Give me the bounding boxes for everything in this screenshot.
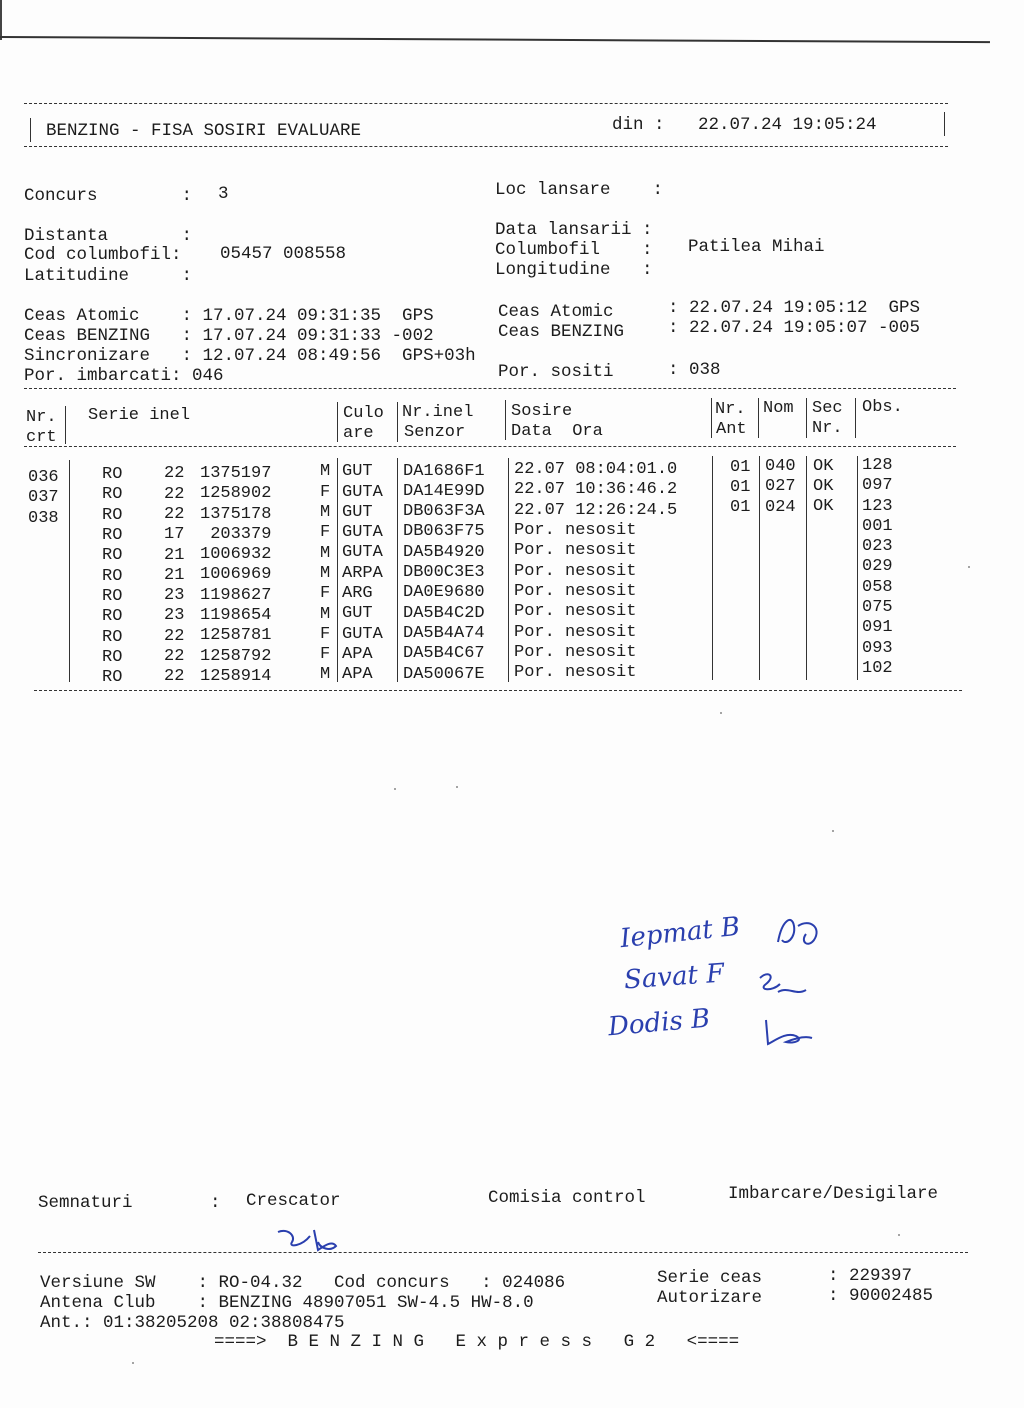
col-sec-1: Sec xyxy=(812,399,843,418)
scan-speck xyxy=(968,566,970,568)
row-year: 22 xyxy=(164,647,185,667)
serie-ceas-value: : 229397 xyxy=(828,1266,913,1286)
row-color: GUTA xyxy=(342,543,383,563)
body-sep-3 xyxy=(397,458,398,682)
col-sosire-1: Sosire xyxy=(511,402,573,421)
row-sex: F xyxy=(320,482,331,502)
document-title: BENZING - FISA SOSIRI EVALUARE xyxy=(46,121,362,141)
row-color: GUTA xyxy=(342,624,383,644)
ceas-atomic-start: Ceas Atomic : 17.07.24 09:31:35 GPS xyxy=(24,306,434,326)
row-sensor: DA5B4C67 xyxy=(403,644,485,664)
row-year: 21 xyxy=(164,565,185,585)
row-year: 22 xyxy=(164,504,185,524)
row-arrival: Por. nesosit xyxy=(514,622,637,642)
ceas-benzing-end-label: Ceas BENZING xyxy=(498,322,625,342)
row-crt: 038 xyxy=(28,508,59,528)
ceas-atomic-end-value: : 22.07.24 19:05:12 GPS xyxy=(668,298,921,318)
footer-top-rule xyxy=(38,1252,968,1253)
row-ring: 1258792 xyxy=(200,646,272,666)
row-obs: 075 xyxy=(862,598,893,618)
row-color: GUT xyxy=(342,462,373,482)
col-obs: Obs. xyxy=(862,398,903,417)
imbarcare-label: Imbarcare/Desigilare xyxy=(728,1184,939,1204)
row-sex: F xyxy=(320,523,331,543)
row-year: 17 xyxy=(164,525,185,545)
row-obs: 058 xyxy=(862,577,893,597)
hdr-sep-1 xyxy=(65,406,66,444)
scan-edge xyxy=(0,0,2,40)
hdr-sep-4 xyxy=(505,400,506,440)
row-sex: M xyxy=(320,604,331,624)
row-ring: 1375197 xyxy=(200,463,272,483)
scan-speck xyxy=(832,830,834,832)
col-nom: Nom xyxy=(763,399,794,418)
row-color: APA xyxy=(342,644,373,664)
scan-speck xyxy=(456,786,458,788)
concurs-label: Concurs : xyxy=(24,186,193,206)
latitudine-label: Latitudine : xyxy=(24,266,193,286)
row-nom: 027 xyxy=(765,477,796,497)
row-sec: OK xyxy=(813,456,834,476)
row-arrival: Por. nesosit xyxy=(514,642,637,662)
row-obs: 102 xyxy=(862,658,893,678)
col-sec-2: Nr. xyxy=(812,419,843,438)
row-arrival: Por. nesosit xyxy=(514,602,637,622)
row-sensor: DB00C3E3 xyxy=(403,563,485,582)
antena-club: Antena Club : BENZING 48907051 SW-4.5 HW-8.0 xyxy=(40,1293,534,1313)
hdr-sep-2 xyxy=(337,402,338,442)
columbofil-value: Patilea Mihai xyxy=(688,237,825,257)
initials-signature-2 xyxy=(752,966,812,1002)
din-label: din : xyxy=(612,115,665,135)
row-obs: 093 xyxy=(862,638,893,658)
row-ring: 1375178 xyxy=(200,504,272,524)
table-top-rule xyxy=(24,388,956,389)
col-nr-inel-1: Nr.inel xyxy=(402,403,474,422)
body-sep-4 xyxy=(508,458,509,682)
scan-speck xyxy=(898,1234,900,1236)
row-year: 22 xyxy=(164,484,185,504)
por-sositi-label: Por. sositi xyxy=(498,362,614,382)
row-color: GUTA xyxy=(342,482,383,502)
row-sensor: DB063F75 xyxy=(403,522,485,542)
row-year: 21 xyxy=(164,545,185,565)
row-sex: M xyxy=(320,543,331,563)
scan-speck xyxy=(720,712,722,714)
row-country: RO xyxy=(102,526,123,545)
header-left-bar xyxy=(30,118,31,142)
row-sensor: DA1686F1 xyxy=(403,461,485,481)
hdr-sep-6 xyxy=(758,398,759,438)
row-sex: F xyxy=(320,645,331,665)
row-color: GUT xyxy=(342,604,373,624)
row-obs: 023 xyxy=(862,537,893,557)
antena-ids: Ant.: 01:38205208 02:38808475 xyxy=(40,1313,345,1333)
row-sec: OK xyxy=(813,476,834,496)
row-country: RO xyxy=(102,465,123,485)
row-obs: 128 xyxy=(862,455,893,475)
initials-signature-3 xyxy=(756,1014,816,1050)
row-crt: 037 xyxy=(28,488,59,508)
autorizare-label: Autorizare xyxy=(657,1288,763,1308)
row-ring: 1006969 xyxy=(200,565,272,585)
row-country: RO xyxy=(102,647,123,667)
scan-edge-line xyxy=(0,36,990,43)
col-serie-inel: Serie inel xyxy=(88,406,191,425)
row-ring: 1258781 xyxy=(200,626,272,646)
row-color: ARG xyxy=(342,584,373,604)
row-ant: 01 xyxy=(730,498,751,518)
row-country: RO xyxy=(102,668,123,688)
row-obs: 123 xyxy=(862,496,893,516)
row-sensor: DA0E9680 xyxy=(403,583,485,603)
sincronizare: Sincronizare : 12.07.24 08:49:56 GPS+03h xyxy=(24,346,476,366)
columbofil-label: Columbofil : xyxy=(495,240,653,260)
body-sep-5 xyxy=(712,456,713,680)
cod-columbofil-label: Cod columbofil: xyxy=(24,245,182,265)
row-color: APA xyxy=(342,665,373,685)
hdr-sep-7 xyxy=(806,398,807,438)
row-arrival: 22.07 12:26:24.5 xyxy=(514,500,678,520)
row-sensor: DA50067E xyxy=(403,664,485,684)
versiune-sw: Versiune SW : RO-04.32 Cod concurs : 024086 xyxy=(40,1273,566,1293)
serie-ceas-label: Serie ceas xyxy=(657,1268,763,1288)
comisia-control-label: Comisia control xyxy=(488,1188,646,1208)
table-bottom-rule xyxy=(34,690,962,691)
ceas-benzing-end-value: : 22.07.24 19:05:07 -005 xyxy=(668,318,921,338)
row-ring: 203379 xyxy=(200,524,272,544)
longitudine-label: Longitudine : xyxy=(495,260,653,280)
body-sep-6 xyxy=(759,456,760,680)
row-year: 23 xyxy=(164,586,185,606)
row-sex: M xyxy=(320,665,331,685)
row-ring: 1258902 xyxy=(200,484,272,504)
row-ring: 1006932 xyxy=(200,545,272,565)
handwritten-note-2: Savat F xyxy=(623,958,726,996)
row-country: RO xyxy=(102,586,123,606)
row-year: 22 xyxy=(164,667,185,687)
row-ring: 1258914 xyxy=(200,666,272,686)
row-sex: M xyxy=(320,563,331,583)
row-country: RO xyxy=(102,566,123,586)
row-arrival: Por. nesosit xyxy=(514,663,637,683)
row-sensor: DB063F3A xyxy=(403,502,485,522)
row-nom: 040 xyxy=(765,457,796,477)
col-nr-crt-2: crt xyxy=(26,428,57,447)
hdr-sep-8 xyxy=(855,398,856,438)
row-year: 22 xyxy=(164,464,185,484)
benzing-express-banner: ====> B E N Z I N G E x p r e s s G 2 <==== xyxy=(214,1332,740,1352)
row-sec: OK xyxy=(813,497,834,517)
row-country: RO xyxy=(102,485,123,505)
row-sensor: DA5B4A74 xyxy=(403,623,485,643)
hdr-sep-3 xyxy=(397,402,398,442)
row-sensor: DA5B4920 xyxy=(403,542,485,562)
row-arrival: Por. nesosit xyxy=(514,521,637,541)
row-color: GUT xyxy=(342,502,373,522)
row-obs: 029 xyxy=(862,557,893,577)
row-nom: 024 xyxy=(765,497,796,517)
row-year: 23 xyxy=(164,606,185,626)
body-sep-2 xyxy=(337,458,338,682)
row-ant: 01 xyxy=(730,457,751,477)
row-sex: M xyxy=(320,503,331,523)
row-color: GUTA xyxy=(342,523,383,543)
body-sep-7 xyxy=(806,456,807,680)
scan-speck xyxy=(132,1362,134,1364)
autorizare-value: : 90002485 xyxy=(828,1286,934,1306)
ceas-benzing-start: Ceas BENZING : 17.07.24 09:31:33 -002 xyxy=(24,326,434,346)
col-culoare-2: are xyxy=(343,424,374,443)
row-year: 22 xyxy=(164,626,185,646)
crescator-label: Crescator xyxy=(246,1191,341,1211)
ceas-atomic-end-label: Ceas Atomic xyxy=(498,302,614,322)
row-obs: 001 xyxy=(862,516,893,536)
loc-lansare-label: Loc lansare : xyxy=(495,180,664,200)
header-top-rule xyxy=(24,103,948,104)
row-ring: 1198654 xyxy=(200,606,272,626)
row-country: RO xyxy=(102,627,123,647)
row-arrival: Por. nesosit xyxy=(514,561,637,581)
row-arrival: Por. nesosit xyxy=(514,541,637,561)
col-sosire-2: Data Ora xyxy=(511,422,603,441)
scan-speck xyxy=(394,788,396,790)
row-sensor: DA5B4C2D xyxy=(403,603,485,623)
row-country: RO xyxy=(102,546,123,566)
row-sex: M xyxy=(320,462,331,482)
data-lansarii-label: Data lansarii : xyxy=(495,220,653,240)
handwritten-note-1: Iepmat B xyxy=(618,911,742,955)
row-arrival: 22.07 10:36:46.2 xyxy=(514,480,678,500)
concurs-value: 3 xyxy=(218,184,229,204)
col-nr-ant-1: Nr. xyxy=(715,400,746,419)
semnaturi-colon: : xyxy=(210,1193,221,1213)
row-sex: F xyxy=(320,624,331,644)
handwritten-note-3: Dodis B xyxy=(606,1003,712,1043)
row-ring: 1198627 xyxy=(200,585,272,605)
header-bottom-rule xyxy=(24,146,948,147)
por-imbarcati: Por. imbarcati: 046 xyxy=(24,366,224,386)
row-ant: 01 xyxy=(730,477,751,497)
row-arrival: 22.07 08:04:01.0 xyxy=(514,460,678,480)
row-country: RO xyxy=(102,607,123,627)
row-obs: 091 xyxy=(862,618,893,638)
distanta-label: Distanta : xyxy=(24,226,193,246)
por-sositi-value: : 038 xyxy=(668,360,721,380)
cod-columbofil-value: 05457 008558 xyxy=(220,244,347,264)
col-culoare-1: Culo xyxy=(343,404,384,423)
row-sensor: DA14E99D xyxy=(403,481,485,501)
body-sep-8 xyxy=(857,456,858,680)
table-header-rule xyxy=(24,446,956,447)
row-arrival: Por. nesosit xyxy=(514,581,637,601)
row-crt: 036 xyxy=(28,468,59,487)
initials-signature-1 xyxy=(770,912,830,952)
col-nr-inel-2: Senzor xyxy=(404,423,466,442)
header-right-bar xyxy=(944,112,945,136)
body-sep-1 xyxy=(69,460,70,682)
row-color: ARPA xyxy=(342,563,383,583)
semnaturi-label: Semnaturi xyxy=(38,1193,133,1213)
din-value: 22.07.24 19:05:24 xyxy=(698,115,877,135)
row-obs: 097 xyxy=(862,476,893,496)
row-country: RO xyxy=(102,505,123,525)
col-nr-ant-2: Ant xyxy=(716,420,747,439)
hdr-sep-5 xyxy=(711,398,712,438)
row-sex: F xyxy=(320,584,331,604)
col-nr-crt-1: Nr. xyxy=(26,408,57,427)
